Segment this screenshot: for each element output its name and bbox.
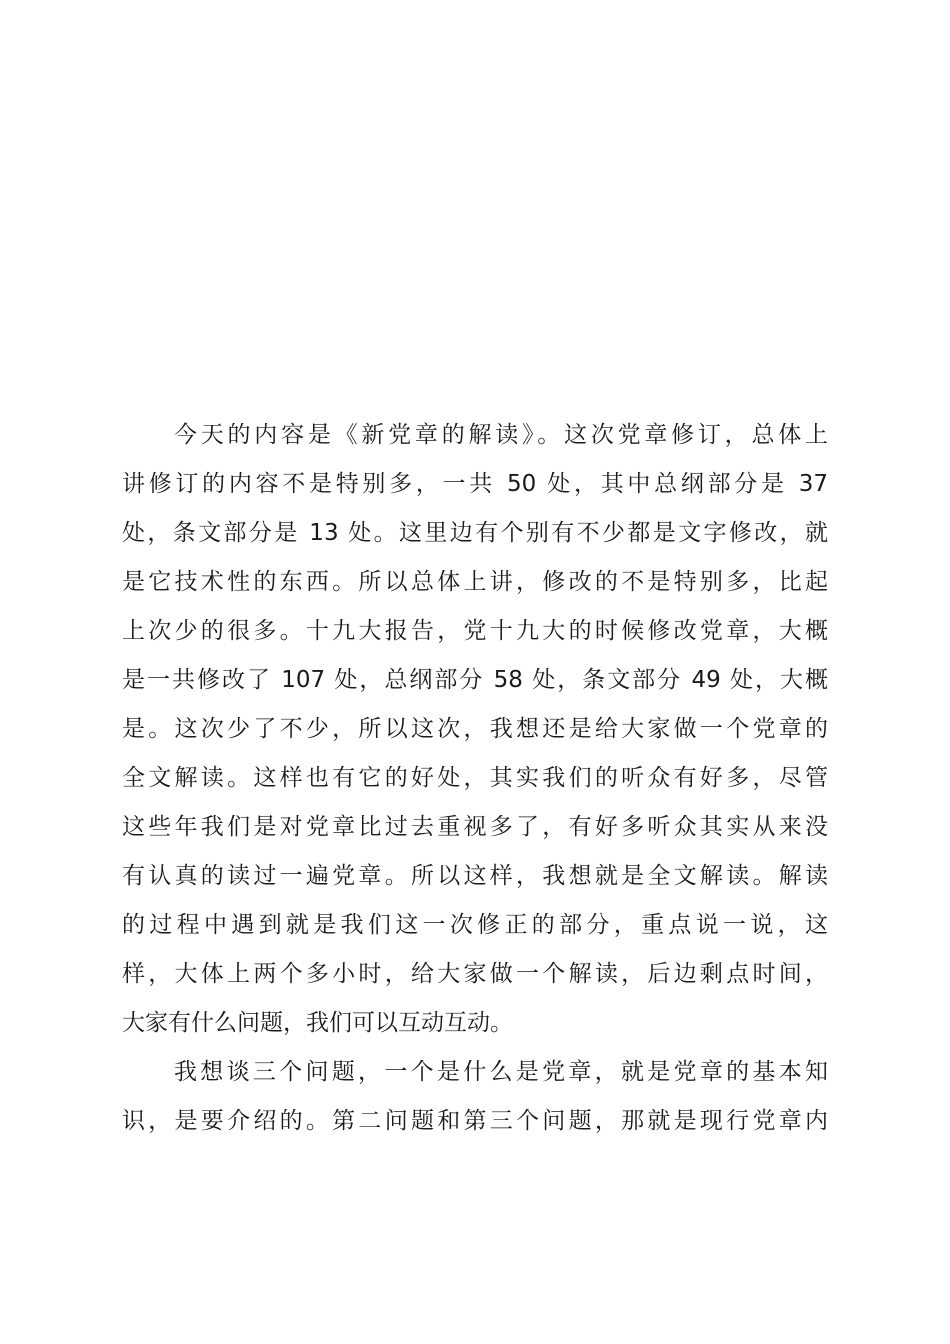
paragraph-line: 是。这次少了不少，所以这次，我想还是给大家做一个党章的 [122,716,828,742]
paragraph-1 [122,411,828,1048]
paragraph-line: 这些年我们是对党章比过去重视多了，有好多听众其实从来没 [122,814,828,840]
paragraph-line: 上次少的很多。十九大报告，党十九大的时候修改党章，大概 [122,618,828,644]
paragraph-line: 我想谈三个问题，一个是什么是党章，就是党章的基本知 [174,1059,828,1085]
document-body [122,411,828,1146]
paragraph-line: 是它技术性的东西。所以总体上讲，修改的不是特别多，比起 [122,569,828,595]
paragraph-line: 今天的内容是《新党章的解读》。这次党章修订，总体上 [174,422,828,448]
paragraph-line: 全文解读。这样也有它的好处，其实我们的听众有好多，尽管 [122,765,828,791]
paragraph-line: 处，条文部分是 13 处。这里边有个别有不少都是文字修改，就 [122,520,828,546]
paragraph-line: 大家有什么问题，我们可以互动互动。 [122,1010,513,1036]
paragraph-2 [122,1048,828,1146]
paragraph-line: 识，是要介绍的。第二问题和第三个问题，那就是现行党章内 [122,1108,828,1134]
paragraph-line: 有认真的读过一遍党章。所以这样，我想就是全文解读。解读 [122,863,828,889]
paragraph-line: 的过程中遇到就是我们这一次修正的部分，重点说一说，这 [122,912,828,938]
paragraph-line: 是一共修改了 107 处，总纲部分 58 处，条文部分 49 处，大概 [122,667,828,693]
paragraph-line: 样，大体上两个多小时，给大家做一个解读，后边剩点时间， [122,961,828,987]
paragraph-line: 讲修订的内容不是特别多，一共 50 处，其中总纲部分是 37 [122,471,828,497]
